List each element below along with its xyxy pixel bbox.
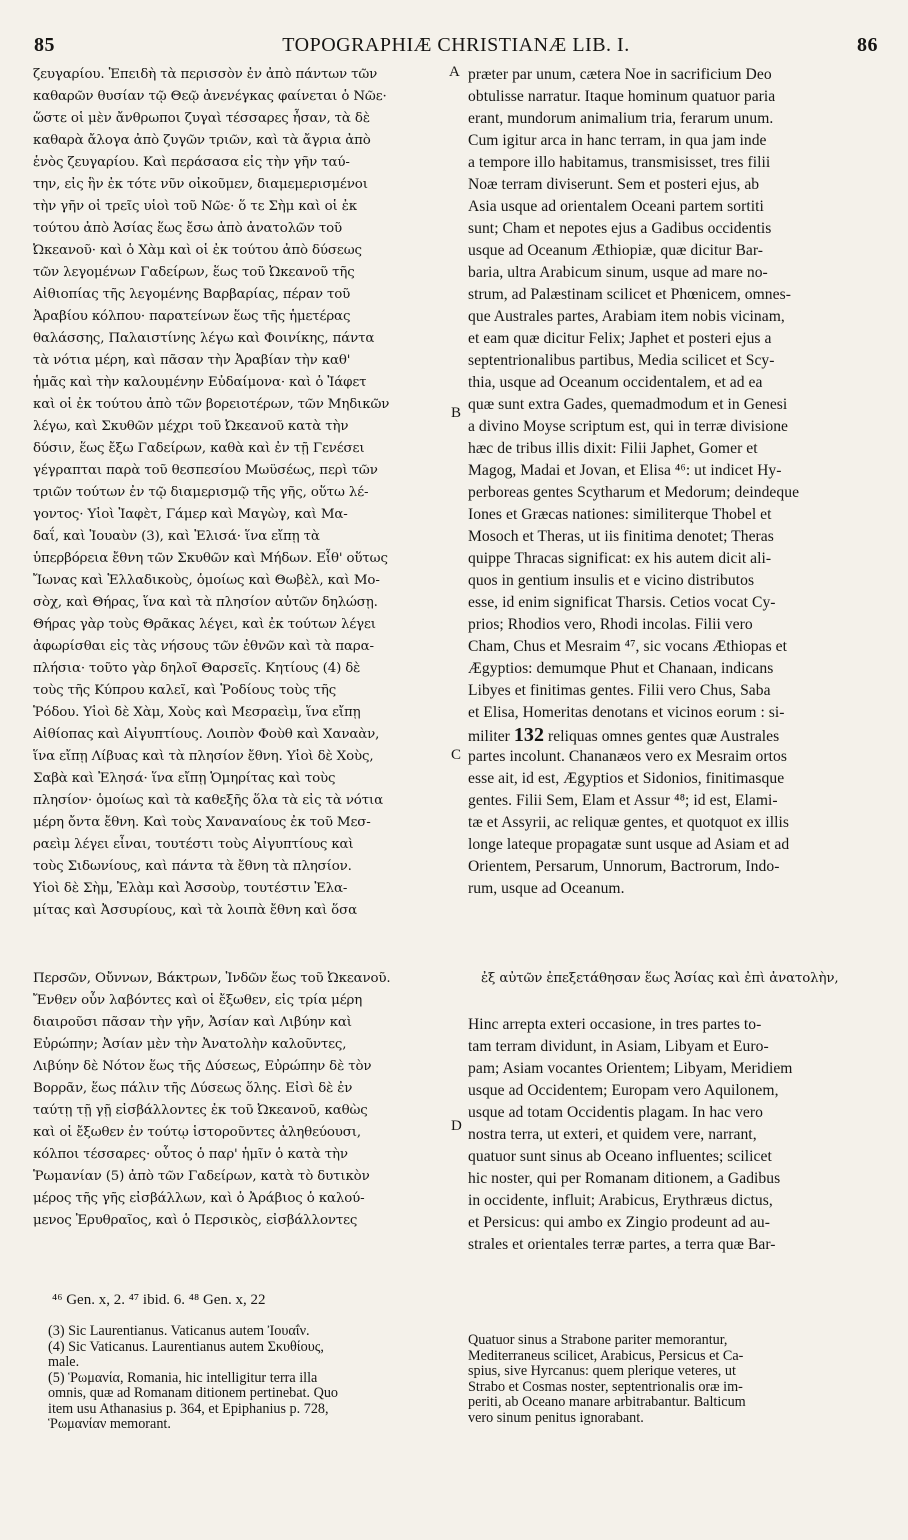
latin-text-line: hæc de tribus illis dixit: Filii Japhet, Gomer et (468, 440, 758, 457)
greek-text-line: γοντος· Υἱοὶ Ἰαφὲτ, Γάμερ καὶ Μαγὼγ, καὶ Μα- (33, 507, 348, 522)
latin-text-line: Cum igitur arca in hanc terram, in qua jam inde (468, 132, 767, 149)
note-line: Strabo et Cosmas noster, septentrionalis oræ im- (468, 1378, 743, 1395)
latin-text-line: pam; Asiam vocantes Orientem; Libyam, Meridiem (468, 1060, 793, 1077)
greek-text-line: την, εἰς ἣν ἐκ τότε νῦν οἰκοῦμεν, διαμεμερισμένοι (33, 177, 368, 192)
latin-text-line: esse, id enim significat Tharsis. Cetios vocat Cy- (468, 594, 776, 611)
latin-text-line: erant, mundorum animalium tria, ferarum unum. (468, 110, 774, 127)
latin-text-line: tam terram dividunt, in Asiam, Libyam et Euro- (468, 1038, 769, 1055)
scripture-footnotes: ⁴⁶ Gen. x, 2. ⁴⁷ ibid. 6. ⁴⁸ Gen. x, 22 (52, 1292, 266, 1308)
latin-text-line: hic noster, qui per Romanam ditionem, a Gadibus (468, 1170, 781, 1187)
greek-text-line: Σαβὰ καὶ Ἐλησά· ἵνα εἴπῃ Ὁμηρίτας καὶ τοὺς (33, 771, 336, 786)
greek-text-line: Βορρᾶν, ἕως πάλιν τῆς Δύσεως ὅλης. Εἰσὶ δὲ ἐν (33, 1081, 353, 1096)
latin-text-line: quippe Thracas significat: ex his autem dicit ali- (468, 550, 772, 567)
greek-text-line: ἀφωρίσθαι εἰς τὰς νήσους τῶν ἐθνῶν καὶ τὰ παρα- (33, 639, 374, 654)
greek-text-line: Υἱοὶ δὲ Σὴμ, Ἐλὰμ καὶ Ἀσσοὺρ, τουτέστιν Ἐλα- (33, 881, 348, 896)
latin-column-1 (468, 64, 880, 900)
section-marker-c: C (451, 747, 462, 763)
latin-text-line: baria, ultra Arabicum sinum, usque ad mare no- (468, 264, 768, 281)
running-header (34, 34, 878, 64)
greek-text-line: τὰ νότια μέρη, καὶ πᾶσαν τὴν Ἀραβίαν τὴν καθ' (33, 353, 351, 368)
latin-text-line: quos in gentium insulis et e vicino distributos (468, 572, 755, 589)
column-number: 132 (513, 724, 545, 746)
latin-text-line: gentes. Filii Sem, Elam et Assur ⁴⁸; id est, Elami- (468, 792, 778, 809)
greek-text-line: Αἰθιοπίας τῆς λεγομένης Βαρβαρίας, πέραν τοῦ (33, 287, 351, 302)
greek-text-line: ραεὶμ λέγει εἶναι, τουτέστι τοὺς Αἰγυπτίους καὶ (33, 837, 354, 852)
latin-text-line: Hinc arrepta exteri occasione, in tres partes to- (468, 1016, 762, 1033)
page-number-right: 86 (857, 34, 878, 56)
note-line: vero sinum penitus ignorabant. (468, 1409, 644, 1426)
latin-text-line: a tempore illo habitamus, transmisisset, tres filii (468, 154, 771, 171)
spanning-line-right: ἐξ αὐτῶν ἐπεξετάθησαν ἕως Ἀσίας καὶ ἐπὶ ἀνατολὴν, (481, 971, 839, 986)
greek-text-line: τῶν λεγομένων Γαδείρων, ἕως τοῦ Ὠκεανοῦ τῆς (33, 265, 355, 280)
editor-notes-right (468, 1333, 878, 1426)
note-line: Ῥωμανίαν memorant. (48, 1416, 171, 1432)
greek-text-line: καθαρῶν θυσίαν τῷ Θεῷ ἀνενέγκας φαίνεται ὁ Νῶε· (33, 89, 387, 104)
page-number-left: 85 (34, 34, 55, 56)
note-line: (4) Sic Vaticanus. Laurentianus autem Σκυθίους, (48, 1338, 324, 1355)
latin-text-line: Cham, Chus et Mesraim ⁴⁷, sic vocans Æthiopas et (468, 638, 788, 655)
latin-text-line: strum, ad Palæstinam scilicet et Phœnicem, omnes- (468, 286, 791, 303)
greek-text-line: Λιβύην δὲ Νότον ἕως τῆς Δύσεως, Εὐρώπην δὲ τὸν (33, 1059, 372, 1074)
greek-text-line: τούτου ἀπὸ Ἀσίας ἕως ἔσω ἀπὸ ἀνατολῶν τοῦ (33, 221, 342, 236)
greek-text-line: γέγραπται παρὰ τοῦ θεσπεσίου Μωϋσέως, περὶ τῶν (33, 463, 378, 478)
running-title: TOPOGRAPHIÆ CHRISTIANÆ LIB. I. (282, 34, 630, 56)
greek-text-line: ἑνὸς ζευγαρίου. Καὶ περάσασα εἰς τὴν γῆν ταύ- (33, 155, 350, 170)
greek-text-line: Εὐρώπην; Ἀσίαν μὲν τὴν Ἀνατολὴν καλοῦντες, (33, 1037, 347, 1052)
latin-text-line: Libyes et finitimas gentes. Filii vero Chus, Saba (468, 682, 771, 699)
greek-text-line: καθαρὰ ἄλογα ἀπὸ ζυγῶν τριῶν, καὶ τὰ ἄγρια ἀπὸ (33, 133, 371, 148)
latin-text-line: Iones et Græcas nationes: similiterque Thobel et (468, 506, 772, 523)
latin-text-line: partes incolunt. Chananæos vero ex Mesraim ortos (468, 748, 787, 765)
greek-text-line: θαλάσσης, Παλαιστίνης λέγω καὶ Φοινίκης, πάντα (33, 331, 375, 346)
latin-text-line: esse ait, id est, Ægyptios et Sidonios, finitimasque (468, 770, 785, 787)
greek-text-line: ὥστε οἱ μὲν ἄνθρωποι ζυγαὶ τέσσαρες ἦσαν, τὰ δὲ (33, 111, 370, 126)
greek-text-line: ὑπερβόρεια ἔθνη τῶν Σκυθῶν καὶ Μήδων. Εἶθ' οὕτως (33, 551, 388, 566)
latin-column-2 (468, 1014, 880, 1256)
greek-text-line: διαιροῦσι πᾶσαν τὴν γῆν, Ἀσίαν καὶ Λιβύην καὶ (33, 1015, 352, 1030)
greek-text-line: ἵνα εἴπῃ Λίβυας καὶ τὰ πλησίον ἔθνη. Υἱοὶ δὲ Χοὺς, (33, 749, 374, 764)
latin-text-line: Magog, Madai et Jovan, et Elisa ⁴⁶: ut indicet Hy- (468, 462, 782, 479)
greek-text-line: Θήρας γὰρ τοὺς Θρᾶκας λέγει, καὶ ἐκ τούτων λέγει (33, 617, 376, 632)
note-line: periti, ab Oceano manare arbitrabantur. Balticum (468, 1394, 746, 1410)
note-line: omnis, quæ ad Romanam ditionem pertinebat. Quo (48, 1385, 339, 1401)
latin-text-line: et Elisa, Homeritas denotans et vicinos eorum : si- (468, 704, 785, 721)
note-line: Quatuor sinus a Strabone pariter memorantur, (468, 1332, 728, 1348)
greek-text-line: καὶ οἱ ἐκ τούτου ἀπὸ τῶν βορειοτέρων, τῶν Μηδικῶν (33, 397, 390, 412)
latin-text-line: longe lateque propagatæ sunt usque ad Asiam et ad (468, 836, 790, 853)
section-marker-a: A (449, 64, 460, 80)
greek-text-line: τὴν γῆν οἱ τρεῖς υἱοὶ τοῦ Νῶε· ὅ τε Σὴμ καὶ οἱ ἐκ (33, 199, 358, 214)
latin-text-line: Ægyptios: demumque Phut et Chanaan, indicans (468, 660, 774, 677)
greek-text-line: μέρος τῆς γῆς εἰσβάλλων, καὶ ὁ Ἀράβιος ὁ καλού- (33, 1191, 365, 1206)
note-line: spius, sive Hyrcanus: quem plerique veteres, ut (468, 1363, 736, 1379)
greek-column-2 (33, 990, 449, 1232)
spanning-line (33, 968, 883, 990)
note-line: item usu Athanasius p. 364, et Epiphanius p. 728, (48, 1400, 329, 1417)
greek-text-line: πλήσια· τοῦτο γὰρ δηλοῖ Θαρσεῖς. Κητίους (4) δὲ (33, 661, 361, 676)
latin-text-line: Noæ terram diviserunt. Sem et posteri ejus, ab (468, 176, 760, 193)
latin-text-line: obtulisse narratur. Itaque hominum quatuor paria (468, 88, 776, 105)
note-line: (3) Sic Laurentianus. Vaticanus autem Ἰουαΐν. (48, 1323, 310, 1339)
latin-text-line: præter par unum, cætera Noe in sacrificium Deo (468, 66, 772, 83)
greek-text-line: κόλποι τέσσαρες· οὗτος ὁ παρ' ἡμῖν ὁ κατὰ τὴν (33, 1147, 348, 1162)
latin-text-line: septentrionalibus partibus, Media scilicet et Scy- (468, 352, 775, 369)
latin-text-line: et Persicus: qui ambo ex Zingio prodeunt ad au- (468, 1214, 771, 1231)
greek-text-line: Ῥωμανίαν (5) ἀπὸ τῶν Γαδείρων, κατὰ τὸ δυτικὸν (33, 1169, 370, 1184)
greek-text-line: ταύτῃ τῇ γῇ εἰσβάλλοντες ἐκ τοῦ Ὠκεανοῦ, καθὼς (33, 1103, 368, 1118)
greek-text-line: πλησίον· ὁμοίως καὶ τὰ καθεξῆς ὅλα τὰ εἰς τὰ νότια (33, 793, 383, 808)
greek-text-line: ἡμᾶς καὶ τὴν καλουμένην Εὐδαίμονα· καὶ ὁ Ἰάφετ (33, 375, 367, 390)
greek-text-line: Ἔνθεν οὖν λαβόντες καὶ οἱ ἔξωθεν, εἰς τρία μέρη (33, 993, 363, 1008)
note-line: (5) Ῥωμανία, Romania, hic intelligitur terra illa (48, 1369, 318, 1386)
greek-text-line: καὶ οἱ ἔξωθεν ἐν τούτῳ ἱστοροῦντες ἀληθεύουσι, (33, 1125, 361, 1140)
greek-text-line: τριῶν τούτων ἐν τῷ διαμερισμῷ τῆς γῆς, οὕτω λέ- (33, 485, 369, 500)
latin-text-line: tæ et Assyrii, ac reliquæ gentes, et quotquot ex illis (468, 814, 790, 831)
greek-text-line: μέρη ὄντα ἔθνη. Καὶ τοὺς Χαναναίους ἐκ τοῦ Μεσ- (33, 815, 371, 830)
latin-text-line: rum, usque ad Oceanum. (468, 880, 625, 897)
latin-text-line: quæ sunt extra Gades, quemadmodum et in Genesi (468, 396, 788, 413)
latin-text-line: strales et orientales terræ partes, a terra quæ Bar- (468, 1236, 776, 1253)
greek-text-line: τοὺς τῆς Κύπρου καλεῖ, καὶ Ῥοδίους τοὺς τῆς (33, 683, 337, 698)
latin-text-line: prios; Rhodios vero, Rhodi incolas. Filii vero (468, 616, 753, 633)
greek-text-line: δαΐ, καὶ Ἰουαὺν (3), καὶ Ἐλισά· ἵνα εἴπῃ τὰ (33, 529, 320, 544)
note-line: Mediterraneus scilicet, Arabicus, Persicus et Ca- (468, 1347, 744, 1364)
greek-text-line: τοὺς Σιδωνίους, καὶ πάντα τὰ ἔθνη τὰ πλησίον. (33, 859, 352, 874)
greek-column-1 (33, 64, 449, 922)
latin-text-line: Asia usque ad orientalem Oceani partem sortiti (468, 198, 764, 215)
section-marker-d: D (451, 1118, 462, 1134)
latin-text-line: et eam quæ dicitur Felix; Japhet et posteri ejus a (468, 330, 772, 347)
latin-text-line: Orientem, Persarum, Unnorum, Bactrorum, Indo- (468, 858, 780, 875)
greek-text-line: Ὠκεανοῦ· καὶ ὁ Χὰμ καὶ οἱ ἐκ τούτου ἀπὸ δύσεως (33, 243, 362, 258)
greek-text-line: Ῥόδου. Υἱοὶ δὲ Χὰμ, Χοὺς καὶ Μεσραεὶμ, ἵνα εἴπῃ (33, 705, 361, 720)
section-marker-b: B (451, 405, 462, 421)
latin-text-line: quatuor sunt sinus ab Oceano influentes; scilicet (468, 1148, 772, 1165)
note-line: male. (48, 1354, 80, 1370)
greek-text-line: λέγω, καὶ Σκυθῶν μέχρι τοῦ Ὠκεανοῦ κατὰ τὴν (33, 419, 349, 434)
greek-text-line: Ἀραβίου κόλπου· παρατείνων ἕως τῆς ἡμετέρας (33, 309, 351, 324)
greek-text-line: μενος Ἐρυθραῖος, καὶ ὁ Περσικὸς, εἰσβάλλοντες (33, 1213, 358, 1228)
latin-text-line: in occidente, influit; Arabicus, Erythræus dictus, (468, 1192, 773, 1209)
latin-text-line: perboreas gentes Scytharum et Medorum; deindeque (468, 484, 800, 501)
greek-text-line: Αἰθίοπας καὶ Αἰγυπτίους. Λοιπὸν Φοὺθ καὶ Χαναὰν, (33, 727, 380, 742)
latin-text-line: usque ad Occidentem; Europam vero Aquilonem, (468, 1082, 779, 1099)
greek-text-line: Ἴωνας καὶ Ἑλλαδικοὺς, ὁμοίως καὶ Θωβὲλ, καὶ Μο- (33, 573, 380, 588)
latin-text-line: usque ad Oceanum Æthiopiæ, quæ dicitur Bar- (468, 242, 764, 259)
latin-text-line: sunt; Cham et nepotes ejus a Gadibus occidentis (468, 220, 772, 237)
latin-text-line: que Australes partes, Arabiam item nobis vicinam, (468, 308, 785, 325)
editor-notes-left (48, 1324, 448, 1433)
spanning-line-left: Περσῶν, Οὔννων, Βάκτρων, Ἰνδῶν ἕως τοῦ Ὠκεανοῦ. (33, 971, 391, 986)
latin-text-line: a divino Moyse scriptum est, qui in terræ divisione (468, 418, 789, 435)
latin-text-line: thia, usque ad Oceanum occidentalem, et ad ea (468, 374, 763, 391)
latin-text-line: Mosoch et Theras, ut iis finitima denotet; Theras (468, 528, 774, 545)
latin-text-line: nostra terra, ut exteri, et quidem vere, narrant, (468, 1126, 757, 1143)
greek-text-line: ζευγαρίου. Ἐπειδὴ τὰ περισσὸν ἐν ἀπὸ πάντων τῶν (33, 67, 378, 82)
greek-text-line: μίτας καὶ Ἀσσυρίους, καὶ τὰ λοιπὰ ἔθνη καὶ ὅσα (33, 903, 357, 918)
greek-text-line: σὸχ, καὶ Θήρας, ἵνα καὶ τὰ πλησίον αὐτῶν δηλώσῃ. (33, 595, 378, 610)
greek-text-line: δύσιν, ἕως ἔξω Γαδείρων, καθὰ καὶ ἐν τῇ Γενέσει (33, 441, 365, 456)
latin-text-line: usque ad totam Occidentis plagam. In hac vero (468, 1104, 763, 1121)
latin-text-line: militer 132 reliquas omnes gentes quæ Australes (468, 724, 780, 746)
